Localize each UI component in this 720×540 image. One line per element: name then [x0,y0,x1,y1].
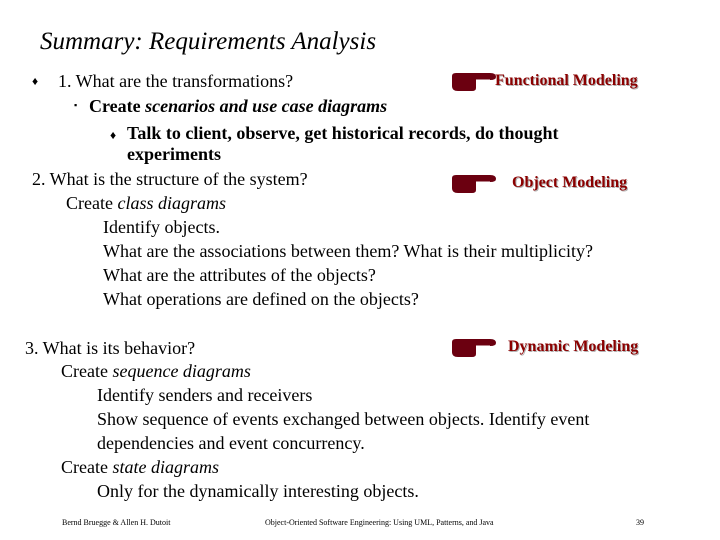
functional-modeling-tag: Functional Modeling [495,72,638,89]
pointing-hand-icon [450,172,498,194]
q2-item: What are the associations between them? What is their multiplicity? [103,241,594,261]
q3-text: 3. What is its behavior? [25,338,196,358]
object-modeling-tag: Object Modeling [512,174,628,191]
q2-item: Identify objects. [103,217,220,237]
q3-create1-line [61,360,251,382]
diamond-bullet-icon: ♦ [32,74,39,88]
q3-create1-prefix: Create [61,361,113,381]
q1-text: 1. What are the transformations? [58,71,294,91]
q2-text: 2. What is the structure of the system? [32,169,308,189]
q1-create-line [89,95,387,117]
q1-create-mid: and [215,96,253,116]
q2-create-prefix: Create [66,193,118,213]
pointing-hand-icon [450,70,498,92]
q1-talk-line1: Talk to client, observe, get historical records, do thought [127,123,559,143]
q1-talk-line2: experiments [127,144,221,164]
square-bullet-icon: ▪ [74,100,78,110]
footer-authors: Bernd Bruegge & Allen H. Dutoit [62,518,171,527]
q2-item: What operations are defined on the objects? [103,289,419,309]
q1-create-italic2: use case diagrams [252,96,388,116]
footer-book-title: Object-Oriented Software Engineering: Using UML, Patterns, and Java [265,518,494,527]
slide-title: Summary: Requirements Analysis [40,28,377,55]
q2-item: What are the attributes of the objects? [103,265,376,285]
q2-create-italic: class diagrams [117,193,226,213]
q3-create2-prefix: Create [61,457,113,477]
pointing-hand-icon [450,336,498,358]
q3-create2-italic: state diagrams [112,457,219,477]
q3-item: Identify senders and receivers [97,385,313,405]
q1-create-italic: scenarios [145,96,216,116]
dynamic-modeling-tag: Dynamic Modeling [508,338,639,355]
q1-create-prefix: Create [89,96,146,116]
q3-create1-italic: sequence diagrams [112,361,251,381]
q3-item: Show sequence of events exchanged between objects. Identify event [97,409,590,429]
q3-item: Only for the dynamically interesting objects. [97,481,419,501]
diamond-bullet-icon: ♦ [110,128,117,142]
q3-item: dependencies and event concurrency. [97,433,365,453]
footer-page-number: 39 [636,518,644,527]
q2-create-line [66,192,226,214]
q3-create2-line [61,456,219,478]
